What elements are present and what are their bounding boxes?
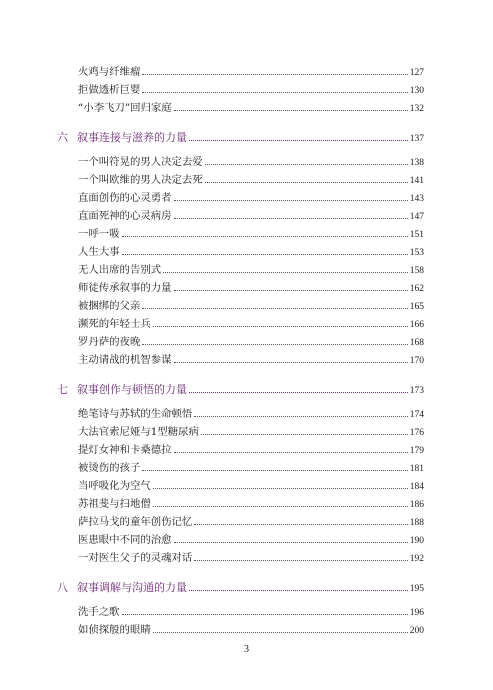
page-number: 3: [244, 644, 249, 655]
entry-page-number: 196: [409, 608, 424, 618]
entry-page-number: 138: [409, 158, 424, 168]
toc-section: [57, 581, 424, 595]
section-number: 八: [57, 581, 68, 594]
entry-page-number: 192: [409, 554, 424, 564]
toc-entry: [78, 479, 424, 493]
leader-dots: [153, 317, 408, 327]
toc-entry: [78, 425, 424, 439]
entry-title: 洗手之歌: [78, 606, 120, 618]
leader-dots: [122, 245, 408, 255]
toc-entry: [78, 497, 424, 511]
entry-page-number: 162: [409, 284, 424, 294]
entry-page-number: 132: [409, 104, 424, 114]
toc-entry: [78, 281, 424, 295]
entry-title: 萨拉马戈的童年创伤记忆: [78, 516, 193, 528]
entry-title: 大法官索尼娅与1型糖尿病: [78, 426, 199, 438]
leader-dots: [174, 281, 408, 291]
entry-title: 主动请战的机智参谋: [78, 354, 172, 366]
entry-page-number: 168: [409, 338, 424, 348]
entry-page-number: 188: [409, 518, 424, 528]
toc-entry: [78, 317, 424, 331]
entry-page-number: 130: [409, 86, 424, 96]
entry-title: 师徒传承叙事的力量: [78, 282, 172, 294]
leader-dots: [174, 353, 408, 363]
toc-entry: [78, 551, 424, 565]
entry-title: 一个叫符晃的男人决定去爱: [78, 156, 203, 168]
entry-title: 一呼一吸: [78, 228, 120, 240]
toc-entry: [78, 623, 424, 637]
toc-entry: [78, 65, 424, 79]
section-title: 叙事创作与顿悟的力量: [77, 383, 187, 396]
section-title: 叙事连接与滋养的力量: [77, 131, 187, 144]
leader-dots: [122, 605, 408, 615]
toc-entry: [78, 155, 424, 169]
toc-entry: [78, 335, 424, 349]
entry-page-number: 153: [409, 248, 424, 258]
leader-dots: [153, 479, 408, 489]
entry-title: 被烫伤的孩子: [78, 462, 141, 474]
entry-title: 拒做透析巨婴: [78, 84, 141, 96]
toc-entry: [78, 245, 424, 259]
leader-dots: [194, 551, 407, 561]
leader-dots: [153, 497, 408, 507]
leader-dots: [163, 263, 408, 273]
toc-entry: [78, 191, 424, 205]
section-title: 叙事调解与沟通的力量: [77, 581, 187, 594]
entry-title: “小李飞刀”回归家庭: [78, 102, 172, 114]
toc-entry: [78, 353, 424, 367]
entry-title: 一个叫欧维的男人决定去死: [78, 174, 203, 186]
entry-page-number: 137: [409, 134, 424, 144]
leader-dots: [189, 383, 408, 393]
toc-section: [57, 131, 424, 145]
entry-title: 苏祖斐与扫地僧: [78, 498, 151, 510]
leader-dots: [174, 443, 408, 453]
leader-dots: [153, 623, 408, 633]
entry-page-number: 184: [409, 482, 424, 492]
entry-page-number: 141: [409, 176, 424, 186]
entry-page-number: 147: [409, 212, 424, 222]
leader-dots: [194, 407, 407, 417]
entry-title: 濒死的年轻士兵: [78, 318, 151, 330]
toc-entry: [78, 407, 424, 421]
toc-entry: [78, 83, 424, 97]
leader-dots: [142, 65, 407, 75]
entry-page-number: 190: [409, 536, 424, 546]
leader-dots: [174, 209, 408, 219]
leader-dots: [142, 83, 407, 93]
toc-entry: [78, 263, 424, 277]
entry-title: 无人出席的告别式: [78, 264, 162, 276]
entry-title: 人生大事: [78, 246, 120, 258]
leader-dots: [205, 155, 408, 165]
toc-section: [57, 383, 424, 397]
entry-page-number: 176: [409, 428, 424, 438]
entry-page-number: 200: [409, 626, 424, 636]
leader-dots: [194, 515, 407, 525]
leader-dots: [122, 227, 408, 237]
entry-title: 医患眼中不同的治愈: [78, 534, 172, 546]
leader-dots: [205, 173, 408, 183]
entry-page-number: 174: [409, 410, 424, 420]
entry-title: 当呼吸化为空气: [78, 480, 151, 492]
toc-entry: [78, 515, 424, 529]
leader-dots: [174, 533, 408, 543]
section-number: 七: [57, 383, 68, 396]
toc-entry: [78, 209, 424, 223]
toc-entry: [78, 299, 424, 313]
entry-title: 直面创伤的心灵勇者: [78, 192, 172, 204]
toc-entry: [78, 533, 424, 547]
leader-dots: [174, 101, 408, 111]
toc-entry: [78, 443, 424, 457]
entry-title: 火鸡与纤维瘤: [78, 66, 141, 78]
entry-page-number: 179: [409, 446, 424, 456]
entry-page-number: 166: [409, 320, 424, 330]
entry-page-number: 127: [409, 68, 424, 78]
leader-dots: [201, 425, 408, 435]
leader-dots: [142, 461, 407, 471]
entry-title: 被捆绑的父亲: [78, 300, 141, 312]
entry-title: 直面死神的心灵病房: [78, 210, 172, 222]
entry-title: 罗丹萨的夜晚: [78, 336, 141, 348]
entry-title: 绝笔诗与苏轼的生命顿悟: [78, 408, 193, 420]
toc-entry: [78, 605, 424, 619]
entry-page-number: 186: [409, 500, 424, 510]
toc-entry: [78, 101, 424, 115]
entry-page-number: 151: [409, 230, 424, 240]
entry-page-number: 181: [409, 464, 424, 474]
leader-dots: [189, 131, 408, 141]
entry-page-number: 143: [409, 194, 424, 204]
toc-entry: [78, 461, 424, 475]
leader-dots: [174, 191, 408, 201]
entry-page-number: 173: [409, 386, 424, 396]
entry-title: 提灯女神和卡桑德拉: [78, 444, 172, 456]
entry-title: 一对医生父子的灵魂对话: [78, 552, 193, 564]
section-number: 六: [57, 131, 68, 144]
leader-dots: [142, 299, 407, 309]
entry-page-number: 158: [409, 266, 424, 276]
leader-dots: [142, 335, 407, 345]
entry-page-number: 170: [409, 356, 424, 366]
toc-entry: [78, 173, 424, 187]
toc-entry: [78, 227, 424, 241]
entry-page-number: 195: [409, 584, 424, 594]
leader-dots: [189, 581, 408, 591]
entry-page-number: 165: [409, 302, 424, 312]
entry-title: 如侦探般的眼睛: [78, 624, 151, 636]
